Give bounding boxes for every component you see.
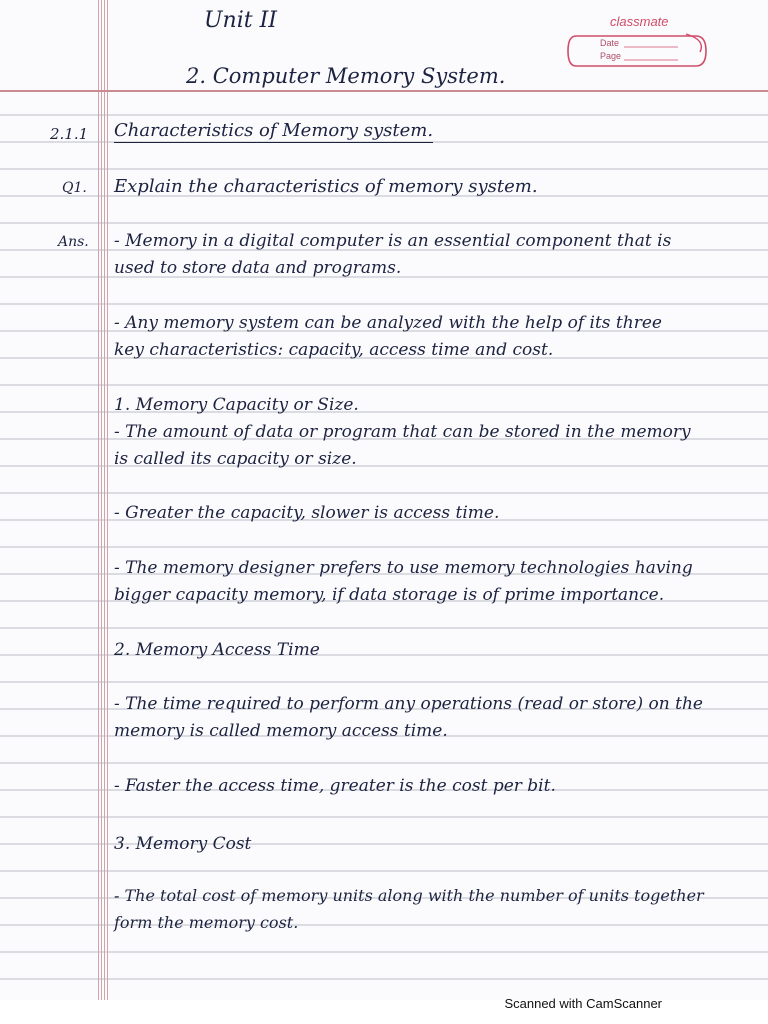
answer-line: - Memory in a digital computer is an essential component that is: [114, 231, 672, 251]
question-label: Q1.: [62, 180, 87, 196]
margin-lines: [0, 0, 120, 1000]
answer-line: - The amount of data or program that can be stored in the memory: [114, 422, 691, 442]
scanner-watermark: Scanned with CamScanner: [504, 996, 662, 1011]
date-page-stamp: [566, 30, 708, 72]
answer-line: form the memory cost.: [114, 913, 299, 932]
subheading-capacity: 1. Memory Capacity or Size.: [114, 395, 359, 415]
subheading-access-time: 2. Memory Access Time: [114, 640, 320, 660]
answer-line: key characteristics: capacity, access time and cost.: [114, 340, 554, 360]
page-label: Page: [600, 51, 622, 61]
classmate-logo: [566, 14, 716, 74]
answer-line: - The total cost of memory units along with the number of units together: [114, 886, 704, 905]
date-label: Date: [600, 38, 620, 48]
section-title: Characteristics of Memory system.: [114, 120, 434, 141]
unit-heading: Unit II: [204, 8, 277, 33]
answer-line: bigger capacity memory, if data storage is of prime importance.: [114, 585, 665, 605]
answer-label: Ans.: [58, 234, 89, 250]
answer-line: - Greater the capacity, slower is access time.: [114, 503, 500, 523]
answer-line: memory is called memory access time.: [114, 721, 448, 741]
chapter-title: 2. Computer Memory System.: [186, 64, 506, 88]
answer-line: used to store data and programs.: [114, 258, 402, 278]
answer-line: - Any memory system can be analyzed with the help of its three: [114, 313, 662, 333]
section-number: 2.1.1: [50, 125, 89, 143]
subheading-cost: 3. Memory Cost: [114, 834, 252, 854]
answer-line: - The time required to perform any operations (read or store) on the: [114, 694, 703, 714]
answer-line: - Faster the access time, greater is the cost per bit.: [114, 776, 556, 796]
brand-name: classmate: [610, 14, 669, 29]
answer-line: - The memory designer prefers to use memory technologies having: [114, 558, 693, 578]
header-rule: [0, 90, 768, 92]
question-text: Explain the characteristics of memory system.: [114, 176, 538, 197]
answer-line: is called its capacity or size.: [114, 449, 357, 469]
